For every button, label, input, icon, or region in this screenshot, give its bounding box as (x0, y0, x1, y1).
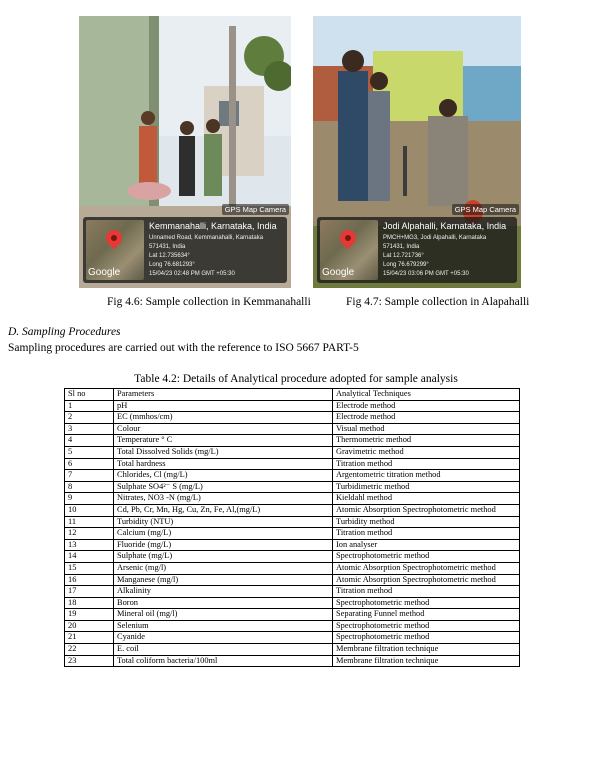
cell-sl-no: 3 (65, 423, 114, 435)
header-sl-no: Sl no (65, 389, 114, 401)
cell-sl-no: 13 (65, 539, 114, 551)
cell-sl-no: 16 (65, 574, 114, 586)
cell-parameter: Manganese (mg/l) (114, 574, 333, 586)
cell-parameter: Total hardness (114, 458, 333, 470)
cell-technique: Titration method (333, 528, 520, 540)
cell-technique: Electrode method (333, 412, 520, 424)
cell-technique: Membrane filtration technique (333, 655, 520, 667)
cell-parameter: Cyanide (114, 632, 333, 644)
map-brand-label: Google (88, 267, 121, 278)
cell-sl-no: 4 (65, 435, 114, 447)
cell-sl-no: 1 (65, 400, 114, 412)
table-row (65, 551, 520, 563)
cell-technique: Atomic Absorption Spectrophotometric method (333, 574, 520, 586)
gps-overlay-panel (317, 217, 517, 283)
gps-place-title: Kemmanahalli, Karnataka, India (149, 221, 277, 231)
cell-parameter: Total coliform bacteria/100ml (114, 655, 333, 667)
cell-technique: Spectrophotometric method (333, 632, 520, 644)
cell-sl-no: 21 (65, 632, 114, 644)
cell-parameter: Colour (114, 423, 333, 435)
cell-technique: Electrode method (333, 400, 520, 412)
analytical-procedure-table (64, 388, 520, 667)
table-row (65, 644, 520, 656)
header-analytical-techniques: Analytical Techniques (333, 389, 520, 401)
map-pin-icon (337, 227, 360, 250)
cell-parameter: Turbidity (NTU) (114, 516, 333, 528)
cell-sl-no: 22 (65, 644, 114, 656)
cell-parameter: Arsenic (mg/l) (114, 562, 333, 574)
gps-address-line-2: 571431, India (149, 244, 186, 250)
map-brand-label: Google (322, 267, 355, 278)
gps-address-line-1: PMCH+MG3, Jodi Alpahalli, Karnataka (383, 235, 487, 241)
cell-parameter: EC (mmhos/cm) (114, 412, 333, 424)
figure-caption-4-7: Fig 4.7: Sample collection in Alapahalli (346, 296, 530, 308)
gps-longitude: Long 76.679299° (383, 262, 429, 268)
cell-parameter: Nitrates, NO3 -N (mg/L) (114, 493, 333, 505)
table-row (65, 655, 520, 667)
cell-parameter: E. coil (114, 644, 333, 656)
cell-parameter: Fluoride (mg/L) (114, 539, 333, 551)
section-paragraph: Sampling procedures are carried out with the reference to ISO 5667 PART-5 (8, 342, 359, 354)
cell-technique: Thermometric method (333, 435, 520, 447)
section-heading: D. Sampling Procedures (8, 326, 121, 338)
table-row (65, 597, 520, 609)
cell-parameter: Sulphate SO4²⁻ S (mg/L) (114, 481, 333, 493)
cell-sl-no: 7 (65, 470, 114, 482)
table-row (65, 446, 520, 458)
cell-technique: Turbidimetric method (333, 481, 520, 493)
table-row (65, 574, 520, 586)
table-row (65, 423, 520, 435)
figure-photo-kemmanahalli (79, 16, 291, 288)
table-row (65, 609, 520, 621)
gps-overlay-panel (83, 217, 287, 283)
cell-technique: Ion analyser (333, 539, 520, 551)
cell-sl-no: 15 (65, 562, 114, 574)
cell-parameter: Sulphate (mg/L) (114, 551, 333, 563)
map-pin-icon (103, 227, 126, 250)
cell-sl-no: 14 (65, 551, 114, 563)
cell-parameter: Calcium (mg/L) (114, 528, 333, 540)
cell-parameter: Selenium (114, 620, 333, 632)
cell-sl-no: 9 (65, 493, 114, 505)
gps-camera-badge: GPS Map Camera (452, 204, 519, 215)
cell-parameter: Mineral oil (mg/l) (114, 609, 333, 621)
table-row (65, 620, 520, 632)
figure-photo-alapahalli (313, 16, 521, 288)
cell-sl-no: 18 (65, 597, 114, 609)
table-row (65, 493, 520, 505)
table-row (65, 539, 520, 551)
cell-sl-no: 11 (65, 516, 114, 528)
cell-technique: Titration method (333, 586, 520, 598)
cell-technique: Kieldahl method (333, 493, 520, 505)
gps-place-title: Jodi Alpahalli, Karnataka, India (383, 221, 507, 231)
cell-technique: Titration method (333, 458, 520, 470)
table-title: Table 4.2: Details of Analytical procedure adopted for sample analysis (134, 373, 458, 385)
table-row (65, 412, 520, 424)
cell-parameter: Total Dissolved Solids (mg/L) (114, 446, 333, 458)
cell-technique: Spectrophotometric method (333, 551, 520, 563)
gps-mini-map (320, 220, 378, 280)
cell-technique: Separating Funnel method (333, 609, 520, 621)
table-row (65, 632, 520, 644)
gps-latitude: Lat 12.735634° (149, 253, 190, 259)
gps-camera-badge: GPS Map Camera (222, 204, 289, 215)
gps-address-line-1: Unnamed Road, Kemmanahalli, Karnataka (149, 235, 264, 241)
cell-parameter: Temperature ° C (114, 435, 333, 447)
table-row (65, 435, 520, 447)
cell-technique: Turbidity method (333, 516, 520, 528)
cell-technique: Membrane filtration technique (333, 644, 520, 656)
cell-parameter: Boron (114, 597, 333, 609)
cell-technique: Argentometric titration method (333, 470, 520, 482)
cell-sl-no: 19 (65, 609, 114, 621)
cell-parameter: Chlorides, Cl (mg/L) (114, 470, 333, 482)
cell-sl-no: 12 (65, 528, 114, 540)
gps-timestamp: 15/04/23 03:06 PM GMT +05:30 (383, 271, 469, 277)
cell-sl-no: 17 (65, 586, 114, 598)
cell-sl-no: 23 (65, 655, 114, 667)
cell-technique: Atomic Absorption Spectrophotometric method (333, 562, 520, 574)
cell-technique: Gravimetric method (333, 446, 520, 458)
table-header-row (65, 389, 520, 401)
gps-timestamp: 15/04/23 02:48 PM GMT +05:30 (149, 271, 235, 277)
table-row (65, 586, 520, 598)
cell-parameter: pH (114, 400, 333, 412)
cell-sl-no: 10 (65, 504, 114, 516)
table-row (65, 400, 520, 412)
table-row (65, 528, 520, 540)
cell-sl-no: 6 (65, 458, 114, 470)
cell-sl-no: 20 (65, 620, 114, 632)
cell-technique: Spectrophotometric method (333, 597, 520, 609)
table-row (65, 458, 520, 470)
cell-technique: Spectrophotometric method (333, 620, 520, 632)
table-row (65, 562, 520, 574)
cell-sl-no: 2 (65, 412, 114, 424)
cell-technique: Visual method (333, 423, 520, 435)
gps-longitude: Long 76.681293° (149, 262, 195, 268)
table-row (65, 516, 520, 528)
gps-mini-map (86, 220, 144, 280)
table-row (65, 470, 520, 482)
header-parameters: Parameters (114, 389, 333, 401)
cell-parameter: Alkalinity (114, 586, 333, 598)
cell-sl-no: 8 (65, 481, 114, 493)
cell-sl-no: 5 (65, 446, 114, 458)
cell-technique: Atomic Absorption Spectrophotometric method (333, 504, 520, 516)
cell-parameter: Cd, Pb, Cr, Mn, Hg, Cu, Zn, Fe, Al,(mg/L) (114, 504, 333, 516)
table-row (65, 504, 520, 516)
gps-address-line-2: 571431, India (383, 244, 420, 250)
figure-caption-4-6: Fig 4.6: Sample collection in Kemmanahalli (107, 296, 311, 308)
gps-latitude: Lat 12.721736° (383, 253, 424, 259)
table-row (65, 481, 520, 493)
